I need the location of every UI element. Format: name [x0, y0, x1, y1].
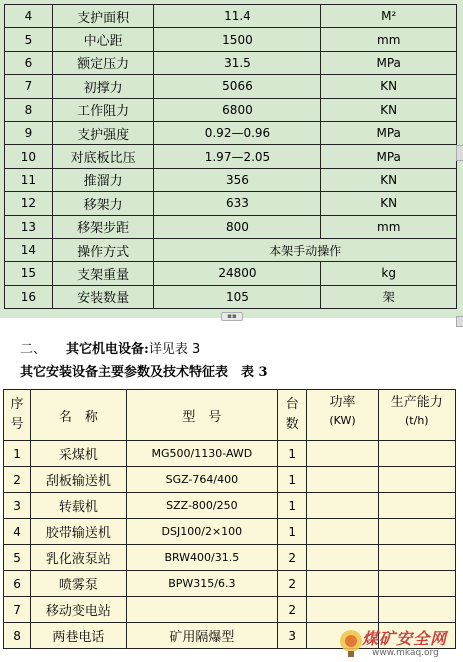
param-value: 356	[154, 168, 321, 191]
row-number: 12	[5, 192, 53, 215]
param-unit: mm	[321, 28, 457, 51]
page-scroll-handle[interactable]	[456, 145, 463, 161]
param-name: 操作方式	[52, 238, 154, 261]
row-number: 11	[5, 168, 53, 191]
equipment-name: 喷雾泵	[31, 571, 126, 597]
param-value-merged: 本架手动操作	[154, 238, 457, 261]
equipment-power	[307, 519, 378, 545]
equipment-model: BRW400/31.5	[126, 545, 278, 571]
param-value: 1.97—2.05	[154, 145, 321, 168]
table-row	[5, 145, 457, 168]
equipment-name: 两巷电话	[31, 623, 126, 649]
table-row	[5, 5, 457, 28]
table-row	[5, 238, 457, 261]
table-row	[5, 28, 457, 51]
equipment-count: 2	[278, 545, 307, 571]
param-name: 安装数量	[52, 285, 154, 308]
param-unit: MPa	[321, 145, 457, 168]
param-unit: KN	[321, 98, 457, 121]
header-model: 型 号	[126, 390, 278, 441]
param-name: 工作阻力	[52, 98, 154, 121]
table-row	[5, 285, 457, 308]
table-row	[4, 545, 456, 571]
param-unit: KN	[321, 75, 457, 98]
row-number: 5	[5, 28, 53, 51]
watermark-url: www.mkaq.org	[372, 648, 439, 658]
equipment-model: BPW315/6.3	[126, 571, 278, 597]
param-name: 推溜力	[52, 168, 154, 191]
table-row	[4, 441, 456, 467]
table-row	[5, 121, 457, 144]
equipment-name: 乳化液泵站	[31, 545, 126, 571]
equipment-model: SGZ-764/400	[126, 467, 278, 493]
header-no: 序 号	[4, 390, 31, 441]
param-name: 对底板比压	[52, 145, 154, 168]
equipment-capacity	[378, 441, 455, 467]
table3-title: 其它安装设备主要参数及技术特征表 表 3	[20, 365, 268, 380]
header-capacity: 生产能力 (t/h)	[378, 390, 455, 441]
row-number: 4	[5, 5, 53, 28]
equipment-name: 移动变电站	[31, 597, 126, 623]
equipment-name: 胶带输送机	[31, 519, 126, 545]
equipment-capacity	[378, 571, 455, 597]
equipment-count: 1	[278, 519, 307, 545]
header-count: 台 数	[278, 390, 307, 441]
equipment-name: 采煤机	[31, 441, 126, 467]
spec-table	[4, 4, 457, 309]
param-unit: MPa	[321, 51, 457, 74]
row-number: 13	[5, 215, 53, 238]
mine-lamp-icon	[338, 628, 364, 658]
equipment-capacity	[378, 545, 455, 571]
param-value: 31.5	[154, 51, 321, 74]
param-name: 支护面积	[52, 5, 154, 28]
param-value: 24800	[154, 262, 321, 285]
row-number: 9	[5, 121, 53, 144]
param-unit: KN	[321, 168, 457, 191]
equipment-count: 1	[278, 441, 307, 467]
equipment-capacity	[378, 493, 455, 519]
equipment-count: 1	[278, 467, 307, 493]
equipment-power	[307, 545, 378, 571]
section-index: 二、	[20, 342, 47, 357]
equipment-count: 2	[278, 571, 307, 597]
param-value: 0.92—0.96	[154, 121, 321, 144]
equipment-power	[307, 441, 378, 467]
row-number: 7	[5, 75, 53, 98]
section-title: 其它机电设备:	[66, 342, 149, 357]
table-row	[5, 262, 457, 285]
param-value: 633	[154, 192, 321, 215]
row-number: 5	[4, 545, 31, 571]
row-number: 4	[4, 519, 31, 545]
row-number: 16	[5, 285, 53, 308]
table-resize-handle[interactable]: ▪▪	[221, 312, 243, 321]
equipment-power	[307, 467, 378, 493]
table-row	[5, 98, 457, 121]
param-unit: MPa	[321, 121, 457, 144]
table-row	[5, 75, 457, 98]
equipment-name: 刮板输送机	[31, 467, 126, 493]
equipment-model	[126, 597, 278, 623]
equipment-model: MG500/1130-AWD	[126, 441, 278, 467]
param-unit: mm	[321, 215, 457, 238]
table-row	[5, 168, 457, 191]
spec-table-region	[0, 0, 463, 318]
param-unit: kg	[321, 262, 457, 285]
equipment-model: DSJ100/2×100	[126, 519, 278, 545]
row-number: 14	[5, 238, 53, 261]
row-number: 6	[4, 571, 31, 597]
equipment-model: SZZ-800/250	[126, 493, 278, 519]
table-row	[4, 597, 456, 623]
equipment-name: 转载机	[31, 493, 126, 519]
equipment-table	[3, 389, 456, 649]
param-name: 支架重量	[52, 262, 154, 285]
table-row	[5, 51, 457, 74]
equipment-capacity	[378, 467, 455, 493]
equipment-count: 1	[278, 493, 307, 519]
table-row	[4, 571, 456, 597]
param-name: 支护强度	[52, 121, 154, 144]
param-name: 初撑力	[52, 75, 154, 98]
param-unit: 架	[321, 285, 457, 308]
param-name: 移架力	[52, 192, 154, 215]
row-number: 8	[5, 98, 53, 121]
param-unit: KN	[321, 192, 457, 215]
table-row	[4, 467, 456, 493]
row-number: 15	[5, 262, 53, 285]
equipment-power	[307, 493, 378, 519]
equipment-count: 3	[278, 623, 307, 649]
section-note: 详见表 3	[148, 342, 201, 357]
row-number: 2	[4, 467, 31, 493]
row-number: 8	[4, 623, 31, 649]
table-row	[4, 519, 456, 545]
table-row	[5, 192, 457, 215]
row-number: 3	[4, 493, 31, 519]
param-name: 额定压力	[52, 51, 154, 74]
header-name: 名 称	[31, 390, 126, 441]
equipment-capacity	[378, 519, 455, 545]
row-number: 6	[5, 51, 53, 74]
param-name: 移架步距	[52, 215, 154, 238]
equipment-model: 矿用隔爆型	[126, 623, 278, 649]
site-watermark	[338, 626, 463, 662]
equipment-power	[307, 597, 378, 623]
header-power: 功率 (KW)	[307, 390, 378, 441]
row-number: 1	[4, 441, 31, 467]
page-scroll-handle[interactable]	[456, 316, 463, 327]
param-value: 1500	[154, 28, 321, 51]
param-name: 中心距	[52, 28, 154, 51]
param-unit: M²	[321, 5, 457, 28]
param-value: 6800	[154, 98, 321, 121]
row-number: 7	[4, 597, 31, 623]
table-header-row	[4, 390, 456, 441]
equipment-capacity	[378, 597, 455, 623]
equipment-power	[307, 571, 378, 597]
param-value: 11.4	[154, 5, 321, 28]
table-row	[4, 493, 456, 519]
table-row	[5, 215, 457, 238]
section-heading	[20, 338, 200, 357]
param-value: 5066	[154, 75, 321, 98]
param-value: 800	[154, 215, 321, 238]
equipment-count: 2	[278, 597, 307, 623]
row-number: 10	[5, 145, 53, 168]
param-value: 105	[154, 285, 321, 308]
watermark-name: 煤矿安全网	[362, 629, 448, 648]
